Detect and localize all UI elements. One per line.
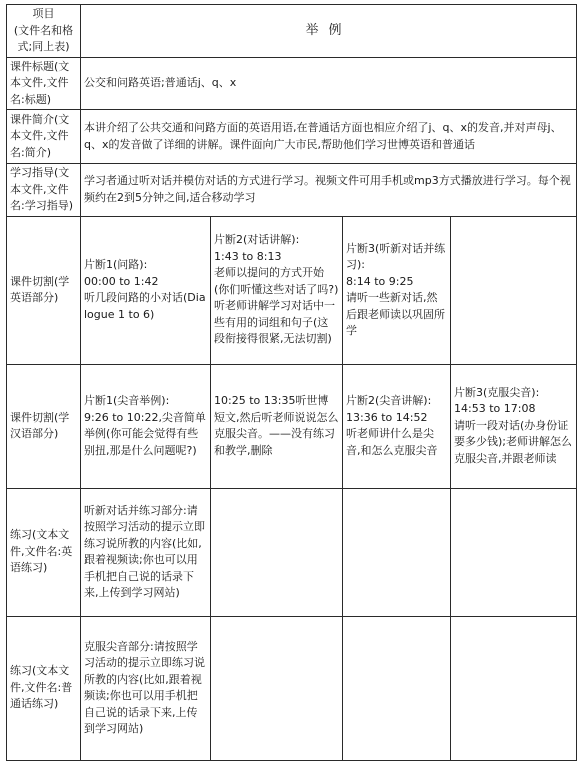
empty-cell bbox=[343, 488, 451, 616]
empty-cell bbox=[451, 216, 577, 364]
segment-cell: 片断2(对话讲解): 1:43 to 8:13 老师以提问的方式开始(你们听懂这些对话了吗?)听老师讲解学习对话中一些有用的词组和句子(这段衔接得很紧,无法切割) bbox=[211, 216, 343, 364]
row-content: 学习者通过听对话并模仿对话的方式进行学习。视频文件可用手机或mp3方式播放进行学习。每个视频约在2到5分钟之间,适合移动学习 bbox=[81, 164, 577, 217]
segment-cell: 片断1(尖音举例): 9:26 to 10:22,尖音简单举例(你可能会觉得有些别扭,那是什么问题呢?) bbox=[81, 364, 211, 488]
segment-cell: 10:25 to 13:35听世博短文,然后听老师说说怎么克服尖音。——没有练习和教学,删除 bbox=[211, 364, 343, 488]
title-row bbox=[7, 57, 577, 110]
row-content: 公交和问路英语;普通话j、q、x bbox=[81, 57, 577, 110]
intro-row bbox=[7, 110, 577, 164]
example-header: 举例 bbox=[81, 5, 577, 58]
chinese-practice-row bbox=[7, 616, 577, 760]
row-content: 本讲介绍了公共交通和问路方面的英语用语,在普通话方面也相应介绍了j、q、x的发音,并对声母j、q、x的发音做了详细的讲解。课件面向广大市民,帮助他们学习世博英语和普通话 bbox=[81, 110, 577, 164]
row-label: 课件切割(学英语部分) bbox=[7, 216, 81, 364]
course-table bbox=[6, 4, 577, 761]
english-practice-row bbox=[7, 488, 577, 616]
english-cut-row bbox=[7, 216, 577, 364]
item-header: 项目 (文件名和格式;同上表) bbox=[7, 5, 81, 58]
practice-cell: 听新对话并练习部分:请按照学习活动的提示立即练习说所教的内容(比如,跟着视频读;你也可以用手机把自己说的话录下来,上传到学习网站) bbox=[81, 488, 211, 616]
empty-cell bbox=[343, 616, 451, 760]
empty-cell bbox=[451, 616, 577, 760]
empty-cell bbox=[211, 488, 343, 616]
segment-cell: 片断3(克服尖音): 14:53 to 17:08 请听一段对话(办身份证要多少钱);老师讲解怎么克服尖音,并跟老师读 bbox=[451, 364, 577, 488]
segment-cell: 片断3(听新对话并练习): 8:14 to 9:25 请听一些新对话,然后跟老师读以巩固所学 bbox=[343, 216, 451, 364]
row-label: 学习指导(文本文件,文件名:学习指导) bbox=[7, 164, 81, 217]
row-label: 课件切割(学汉语部分) bbox=[7, 364, 81, 488]
guide-row bbox=[7, 164, 577, 217]
segment-cell: 片断1(问路): 00:00 to 1:42 听几段问路的小对话(Dialogue 1 to 6) bbox=[81, 216, 211, 364]
practice-cell: 克服尖音部分:请按照学习活动的提示立即练习说所教的内容(比如,跟着视频读;你也可以用手机把自己说的话录下来,上传到学习网站) bbox=[81, 616, 211, 760]
row-label: 课件简介(文本文件,文件名:简介) bbox=[7, 110, 81, 164]
empty-cell bbox=[211, 616, 343, 760]
row-label: 练习(文本文件,文件名:英语练习) bbox=[7, 488, 81, 616]
empty-cell bbox=[451, 488, 577, 616]
row-label: 练习(文本文件,文件名:普通话练习) bbox=[7, 616, 81, 760]
header-row bbox=[7, 5, 577, 58]
row-label: 课件标题(文本文件,文件名:标题) bbox=[7, 57, 81, 110]
segment-cell: 片断2(尖音讲解): 13:36 to 14:52 听老师讲什么是尖音,和怎么克服尖音 bbox=[343, 364, 451, 488]
chinese-cut-row bbox=[7, 364, 577, 488]
